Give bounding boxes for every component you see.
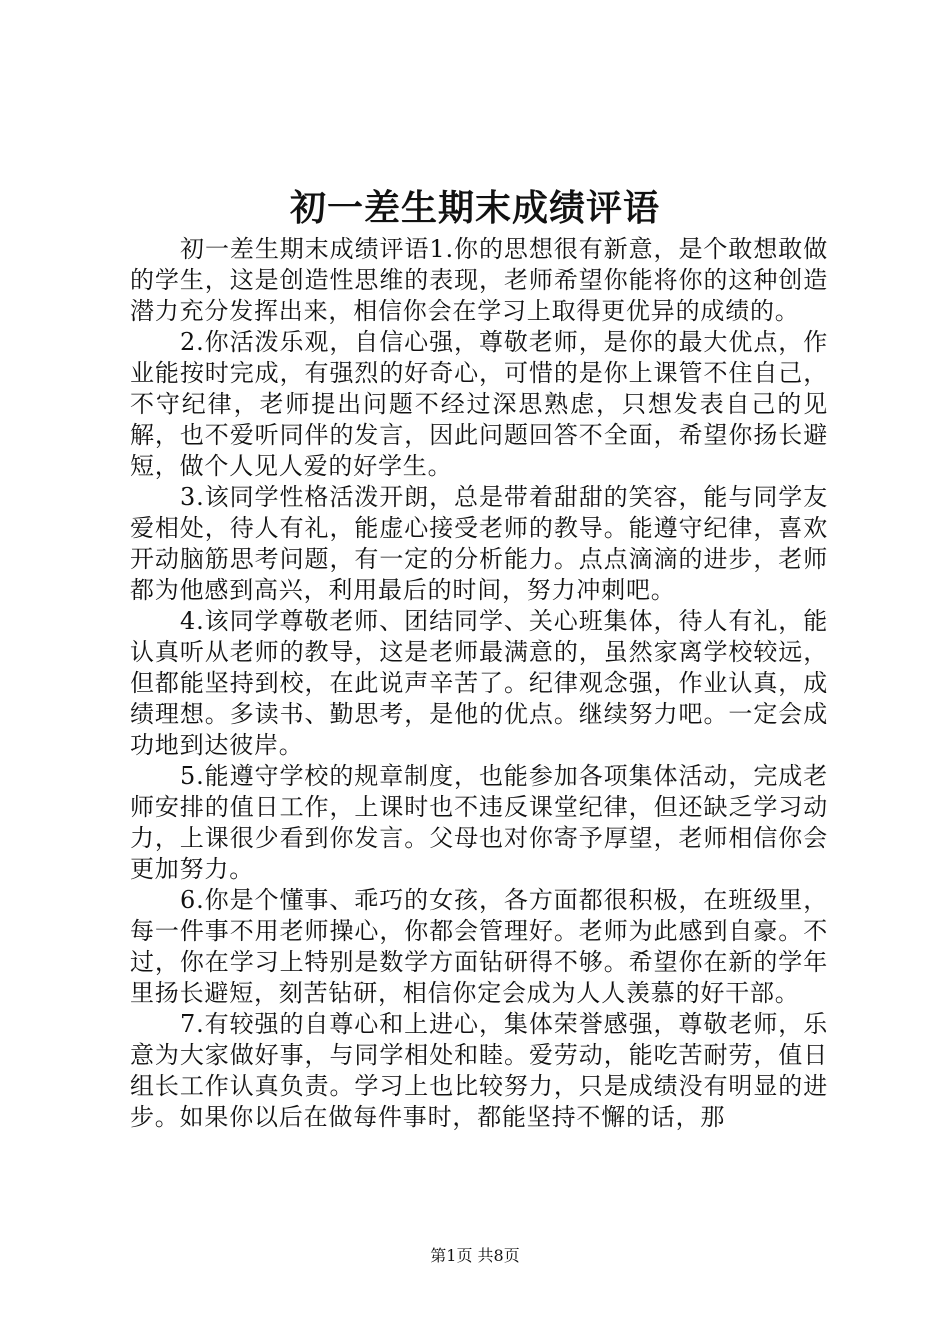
paragraph: 7.有较强的自尊心和上进心，集体荣誉感强，尊敬老师，乐意为大家做好事，与同学相处和睦。爱劳动，能吃苦耐劳，值日组长工作认真负责。学习上也比较努力，只是成绩没有明显的进步。如果你以后在做每件事时，都能坚持不懈的话，那 [130,1010,828,1131]
paragraph: 4.该同学尊敬老师、团结同学、关心班集体，待人有礼，能认真听从老师的教导，这是老师最满意的，虽然家离学校较远，但都能坚持到校，在此说声辛苦了。纪律观念强，作业认真，成绩理想。多读书、勤思考，是他的优点。继续努力吧。一定会成功地到达彼岸。 [130,607,828,759]
paragraph: 初一差生期末成绩评语1.你的思想很有新意，是个敢想敢做的学生，这是创造性思维的表现，老师希望你能将你的这种创造潜力充分发挥出来，相信你会在学习上取得更优异的成绩的。 [130,235,828,325]
paragraph: 5.能遵守学校的规章制度，也能参加各项集体活动，完成老师安排的值日工作，上课时也不违反课堂纪律，但还缺乏学习动力，上课很少看到你发言。父母也对你寄予厚望，老师相信你会更加努力。 [130,762,828,883]
page-number-footer: 第1页 共8页 [430,1246,520,1265]
page-title: 初一差生期末成绩评语 [289,187,660,229]
paragraph: 2.你活泼乐观，自信心强，尊敬老师，是你的最大优点，作业能按时完成，有强烈的好奇心，可惜的是你上课管不住自己，不守纪律，老师提出问题不经过深思熟虑，只想发表自己的见解，也不爱听同伴的发言，因此问题回答不全面，希望你扬长避短，做个人见人爱的好学生。 [130,328,828,480]
document-body [130,234,828,1133]
paragraph: 6.你是个懂事、乖巧的女孩，各方面都很积极，在班级里，每一件事不用老师操心，你都会管理好。老师为此感到自豪。不过，你在学习上特别是数学方面钻研得不够。希望你在新的学年里扬长避短，刻苦钻研，相信你定会成为人人羡慕的好干部。 [130,886,828,1007]
paragraph: 3.该同学性格活泼开朗，总是带着甜甜的笑容，能与同学友爱相处，待人有礼，能虚心接受老师的教导。能遵守纪律，喜欢开动脑筋思考问题，有一定的分析能力。点点滴滴的进步，老师都为他感到高兴，利用最后的时间，努力冲刺吧。 [130,483,828,604]
